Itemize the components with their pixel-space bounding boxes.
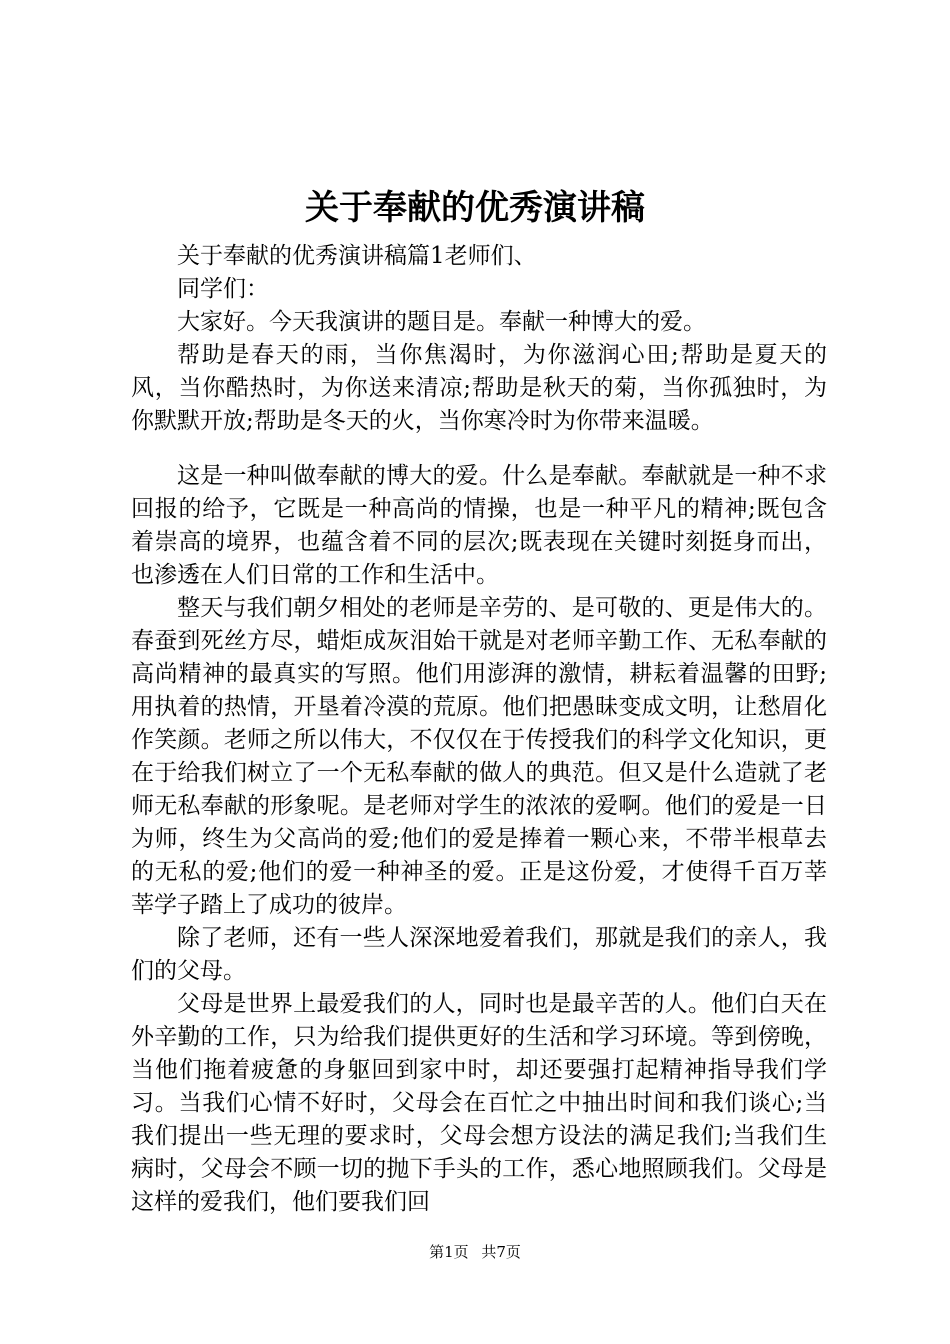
paragraph-dedication: 这是一种叫做奉献的博大的爱。什么是奉献。奉献就是一种不求回报的给予，它既是一种高尚的情操，也是一种平凡的精神;既包含着崇高的境界，也蕴含着不同的层次;既表现在关键时刻挺身而出，也渗透在人们日常的工作和生活中。 xyxy=(131,463,827,588)
paragraph-teachers: 整天与我们朝夕相处的老师是辛劳的、是可敬的、更是伟大的。春蚕到死丝方尽，蜡炬成灰泪始干就是对老师辛勤工作、无私奉献的高尚精神的最真实的写照。他们用澎湃的激情，耕耘着温馨的田野;用执着的热情，开垦着冷漠的荒原。他们把愚昧变成文明，让愁眉化作笑颜。老师之所以伟大，不仅仅在于传授我们的科学文化知识，更在于给我们树立了一个无私奉献的做人的典范。但又是什么造就了老师无私奉献的形象呢。是老师对学生的浓浓的爱啊。他们的爱是一日为师，终生为父高尚的爱;他们的爱是捧着一颗心来，不带半根草去的无私的爱;他们的爱一种神圣的爱。正是这份爱，才使得千百万莘莘学子踏上了成功的彼岸。 xyxy=(131,595,827,918)
paragraph-help: 帮助是春天的雨，当你焦渴时，为你滋润心田;帮助是夏天的风，当你酷热时，为你送来清凉;帮助是秋天的菊，当你孤独时，为你默默开放;帮助是冬天的火，当你寒冷时为你带来温暖。 xyxy=(131,342,827,434)
paragraph-parents: 父母是世界上最爱我们的人，同时也是最辛苦的人。他们白天在外辛勤的工作，只为给我们提供更好的生活和学习环境。等到傍晚，当他们拖着疲惫的身躯回到家中时，却还要强打起精神指导我们学习。当我们心情不好时，父母会在百忙之中抽出时间和我们谈心;当我们提出一些无理的要求时，父母会想方设法的满足我们;当我们生病时，父母会不顾一切的抛下手头的工作，悉心地照顾我们。父母是这样的爱我们，他们要我们回 xyxy=(131,991,827,1215)
document-title: 关于奉献的优秀演讲稿 xyxy=(305,188,645,228)
page-footer xyxy=(0,1241,950,1263)
paragraph-greeting: 大家好。今天我演讲的题目是。奉献一种博大的爱。 xyxy=(177,309,706,335)
paragraph-salutation: 同学们： xyxy=(177,276,269,302)
page-total: 共7页 xyxy=(481,1243,521,1261)
page-number: 第1页 xyxy=(429,1243,469,1261)
document-body xyxy=(131,240,827,1219)
paragraph-parents-intro: 除了老师，还有一些人深深地爱着我们，那就是我们的亲人，我们的父母。 xyxy=(131,925,827,984)
paragraph-intro: 关于奉献的优秀演讲稿篇1老师们、 xyxy=(177,243,537,269)
